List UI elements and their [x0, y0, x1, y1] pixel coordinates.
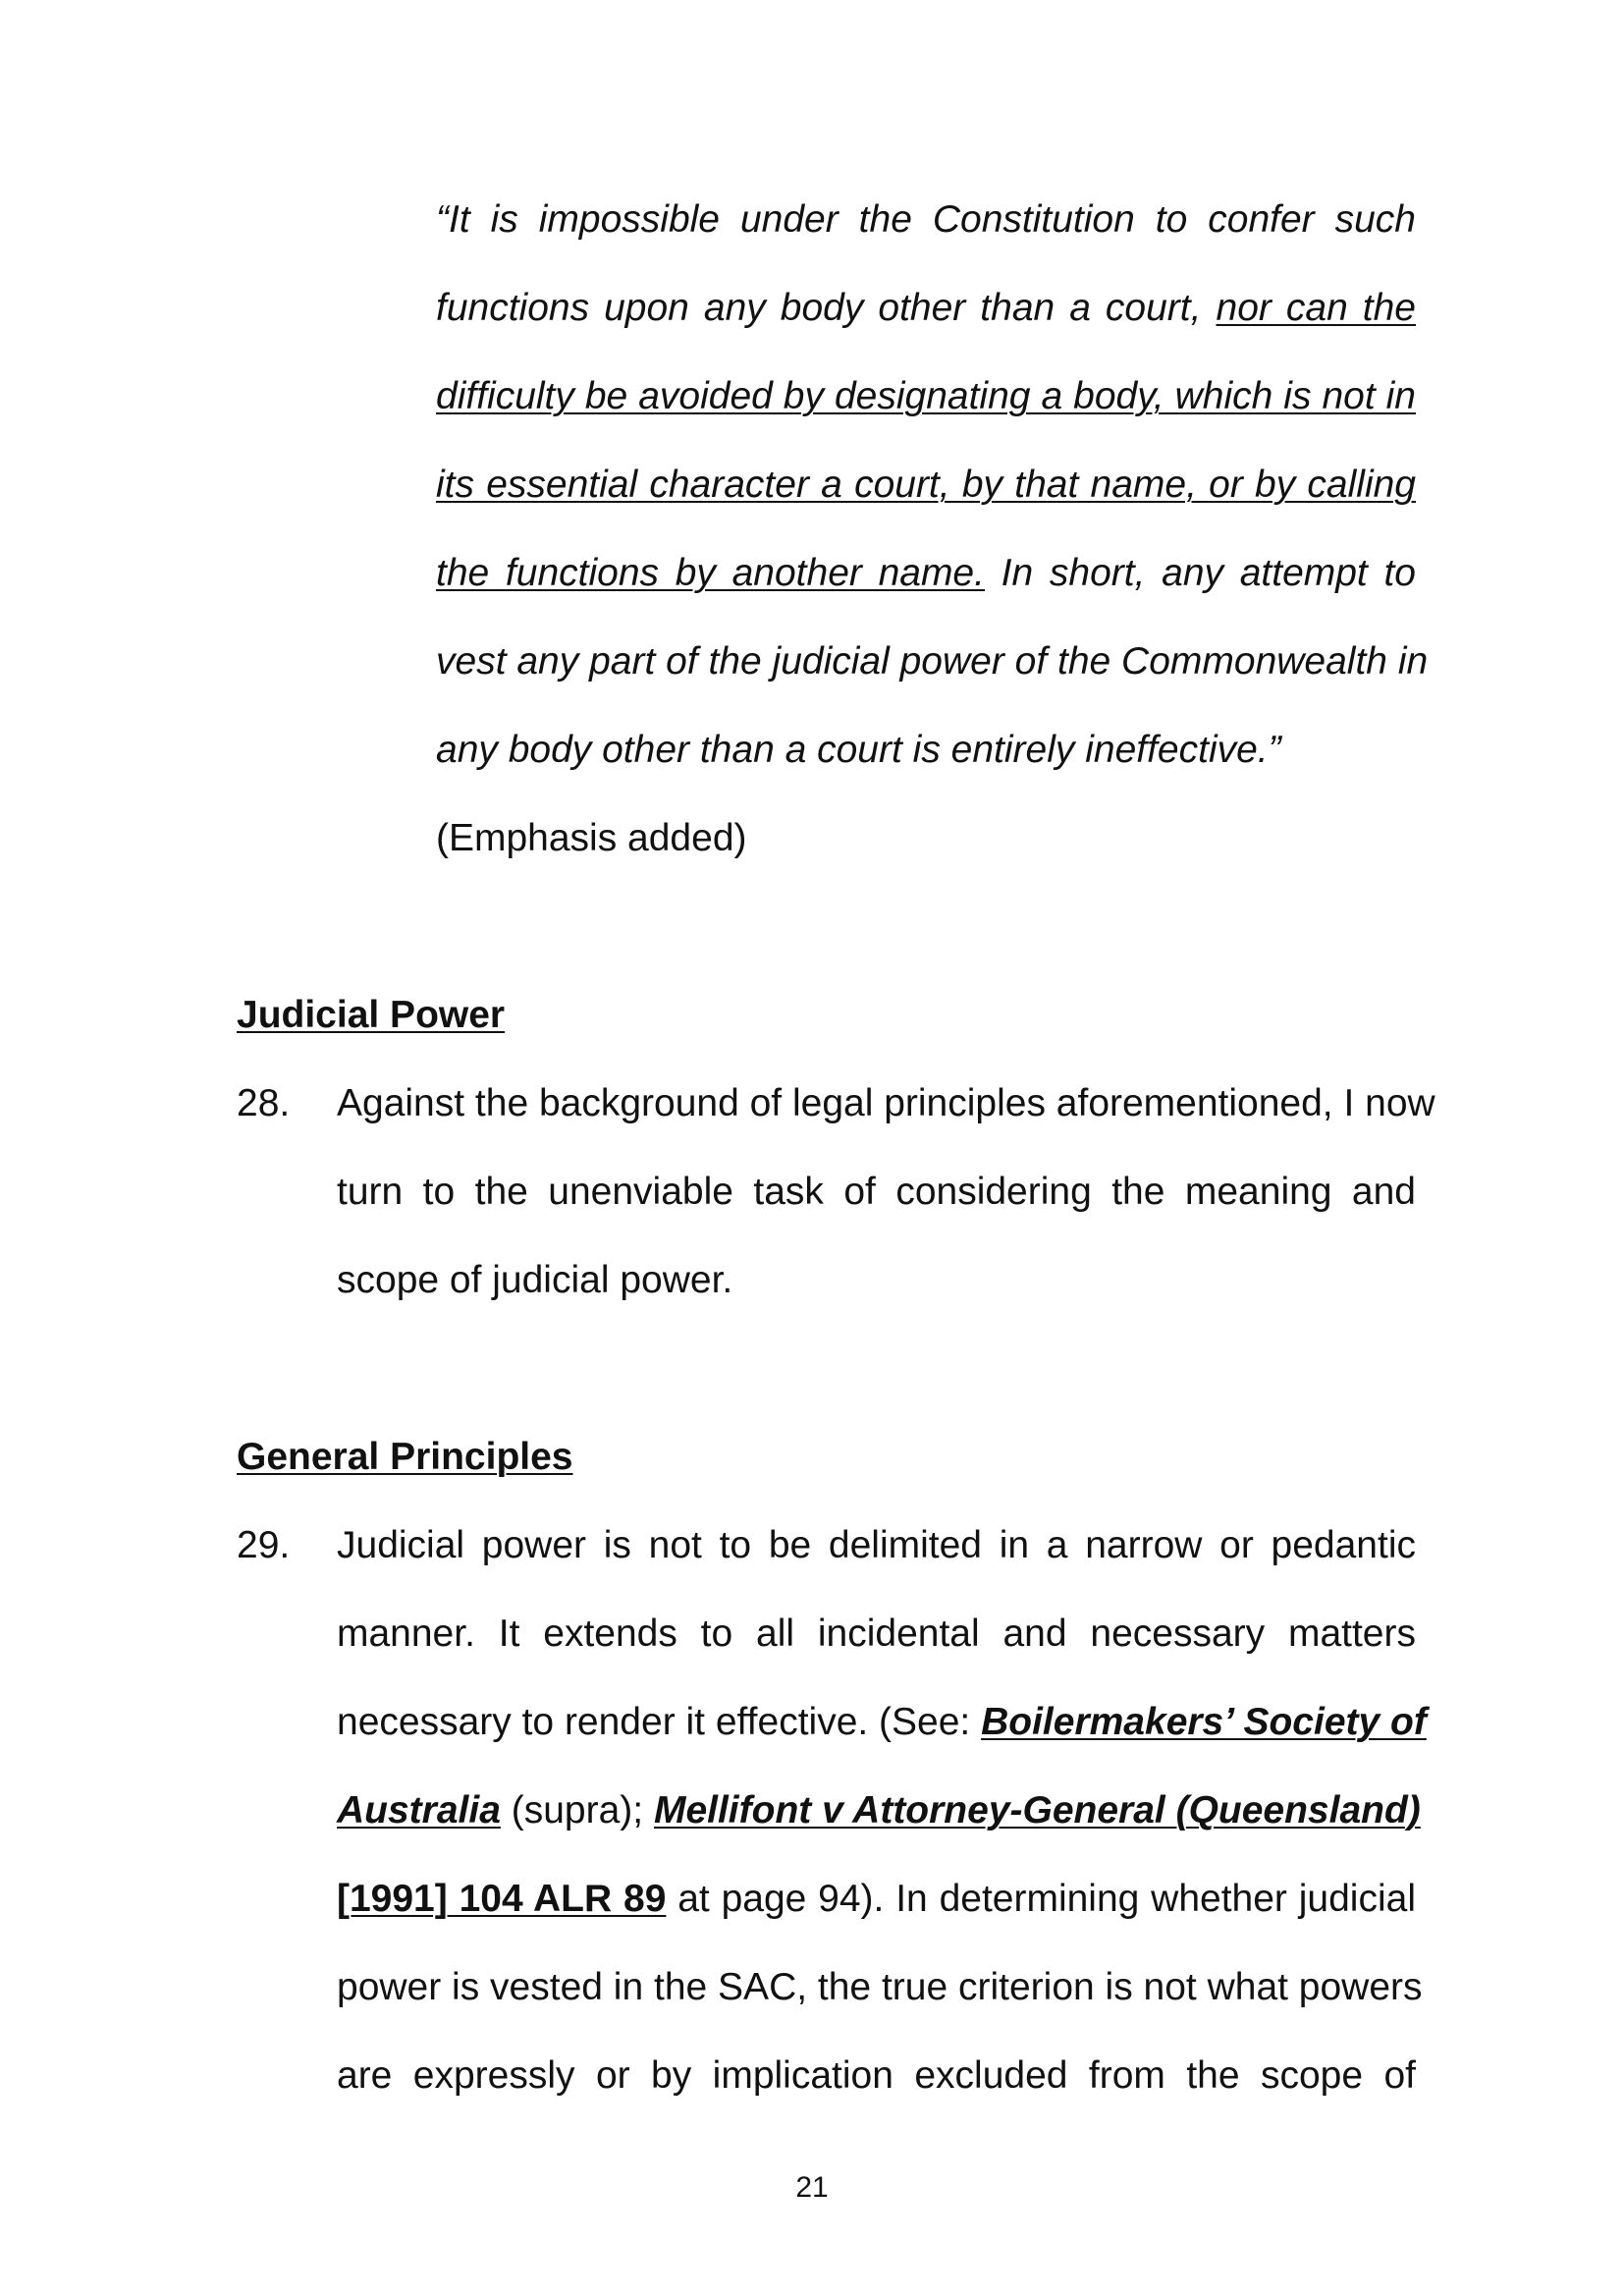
paragraph-28-line-1: Against the background of legal principles aforementioned, I now [337, 1082, 1435, 1124]
section-heading-general-principles: General Principles [237, 1436, 573, 1478]
quote-underlined-text: nor can the [1216, 287, 1417, 329]
paragraph-29-line-5 [337, 1876, 1416, 1923]
paragraph-text: at page 94). In determining whether judicial [666, 1878, 1416, 1920]
quote-line-7 [436, 727, 1416, 774]
paragraph-text: necessary to render it effective. (See: [337, 1701, 982, 1743]
case-citation: Australia [337, 1789, 501, 1831]
quote-underlined-text: its essential character a court, by that name, or by calling [436, 464, 1416, 506]
paragraph-28-line-2: turn to the unenviable task of considering the meaning and [337, 1171, 1416, 1213]
quote-line-3 [436, 373, 1416, 420]
paragraph-28-line-3: scope of judicial power. [337, 1259, 733, 1301]
page-number: 21 [795, 2171, 829, 2204]
paragraph-29-line-7: are expressly or by implication excluded from the scope of [337, 2054, 1416, 2097]
case-citation: Mellifont v Attorney-General (Queensland) [653, 1789, 1421, 1831]
quote-text: any body other than a court is entirely ineffective.” [436, 729, 1281, 771]
quote-underlined-text: difficulty be avoided by designating a body, which is not in [436, 375, 1416, 417]
quote-text: vest any part of the judicial power of the Commonwealth in [436, 640, 1429, 683]
paragraph-number-29: 29. [237, 1524, 291, 1566]
quote-text: In short, any attempt to [984, 552, 1416, 594]
paragraph-29-line-1: Judicial power is not to be delimited in a narrow or pedantic [337, 1524, 1416, 1566]
quote-line-2 [436, 285, 1416, 332]
emphasis-note [436, 815, 747, 862]
paragraph-number-28: 28. [237, 1082, 291, 1124]
case-citation: Boilermakers’ Society of [981, 1701, 1427, 1743]
quote-text: “It is impossible under the Constitution to confer such [436, 198, 1416, 241]
quote-line-6 [436, 638, 1429, 685]
paragraph-29-line-2: manner. It extends to all incidental and necessary matters [337, 1613, 1416, 1655]
quote-line-4 [436, 462, 1416, 509]
emphasis-note-text: (Emphasis added) [436, 817, 747, 859]
quote-line-5 [436, 550, 1416, 597]
quote-text: functions upon any body other than a court, [436, 287, 1217, 329]
paragraph-29-line-4 [337, 1787, 1421, 1834]
section-heading-judicial-power: Judicial Power [237, 994, 506, 1036]
paragraph-29-line-3 [337, 1699, 1427, 1746]
paragraph-29-line-6: power is vested in the SAC, the true criterion is not what powers [337, 1966, 1423, 2008]
report-citation: [1991] 104 ALR 89 [337, 1878, 667, 1920]
paragraph-text: (supra); [500, 1789, 654, 1831]
quote-underlined-text: the functions by another name. [436, 552, 985, 594]
quote-line-1 [436, 196, 1416, 244]
